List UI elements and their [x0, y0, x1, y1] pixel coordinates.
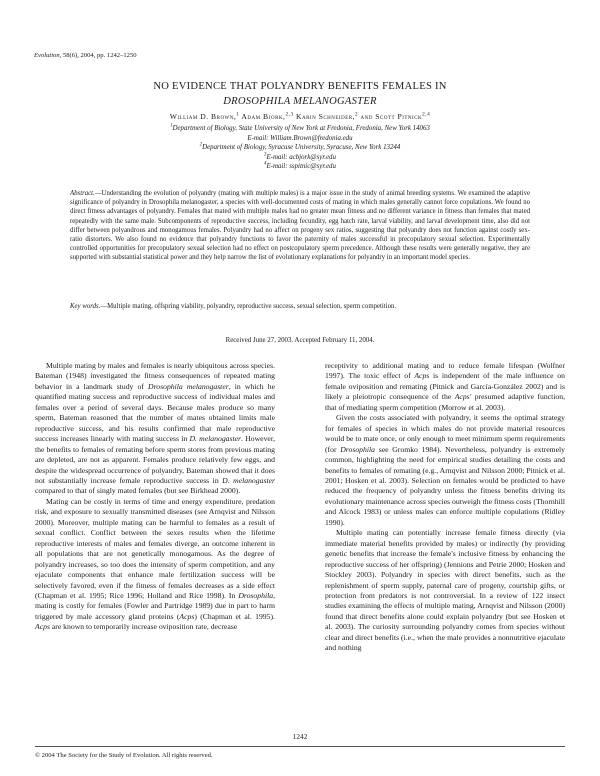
- journal-name: Evolution: [34, 52, 60, 59]
- author-1: William D. Brown,: [169, 112, 237, 121]
- paragraph: Multiple mating can potentially increase female fitness directly (via immediate material benefits provided by males) or indirectly (by providing genetic benefits that increase the female's inclusive fitness by enhancing the reproductive success of her offspring) (Jennions and Petrie 2000; Hosken and Stockley 2003). Polyandry in species with direct benefits, such as the replenishment of sperm supply, paternal care of progeny, courtship gifts, or protection from predators is not controversial. In a review of 122 insect studies examining the effects of multiple mating, Arnqvist and Nilsson (2000) found that direct benefits alone could explain polyandry (but see Hosken et al. 2003). The curiosity surrounding polyandry comes from species without clear and direct benefits (i.e., when the male provides a nonnutritive ejaculate and nothing: [325, 528, 565, 653]
- email-1: E-mail: William.Brown@fredonia.edu: [247, 134, 353, 142]
- article-title: [0, 79, 600, 109]
- email-3: $^3$E-mail: acbjork@syr.edu: [264, 152, 336, 161]
- paragraph: Mating can be costly in terms of time and energy expenditure, predation risk, and exposure to sexually transmitted diseases (see Arnqvist and Nilsson 2000). Moreover, multiple mating can be harmful to females as a result of sexual conflict. Conflict between the sexes results when the lifetime reproductive interests of males and females diverge, an outcome inherent in all populations that are not genetically monogamous. As the degree of polyandry increases, so too does the intensity of sperm competition, and any ejaculate components that enhance male fertilization success will be selectively favored, even if the fitness of females decreases as a side effect (Chapman et al. 1995; Rice 1996; Holland and Rice 1998). In Drosophila, mating is costly for females (Fowler and Partridge 1989) due in part to harm triggered by male accessory gland proteins (Acps) (Chapman et al. 1995). Acps are known to temporarily increase oviposition rate, decrease: [35, 496, 275, 632]
- page-number: 1242: [292, 732, 308, 741]
- title-line-2: DROSOPHILA MELANOGASTER: [223, 96, 377, 107]
- running-head: [34, 52, 137, 59]
- affiliation-1: $^1$Department of Biology, State University of New York at Fredonia, Fredonia, New York 14063: [170, 123, 430, 132]
- citation: , 58(6), 2004, pp. 1242–1250: [59, 52, 137, 59]
- keywords-text: —Multiple mating, offspring viability, polyandry, reproductive success, sexual selection, sperm competition.: [100, 303, 397, 310]
- received-dates: Received June 27, 2003. Accepted February 11, 2004.: [225, 337, 375, 344]
- author-3: Karin Schneider,: [293, 112, 355, 121]
- paragraph: Multiple mating by males and females is nearly ubiquitous across species. Bateman (1948) investigated the fitness consequences of repeated mating behavior in a landmark study of Drosophila melanogaster, in which he quantified mating success and reproductive success of individual males and females over a period of several days. Because males produce so many sperm, Bateman reasoned that the number of mates obtained limits male reproductive success, and his results confirmed that male reproductive success increases linearly with mating success in D. melanogaster. However, the benefits to females of remating before sperm stores from previous mating are depleted, are not as apparent. Females produce relatively few eggs, and despite the widespread occurrence of polyandry, Bateman showed that it does not substantially increase female reproductive success in D. melanogaster compared to that of singly mated females (but see Birkhead 2000).: [35, 361, 276, 496]
- author-4: Scott Pitnick: [375, 112, 423, 121]
- title-line-1: NO EVIDENCE THAT POLYANDRY BENEFITS FEMALES IN: [153, 81, 447, 92]
- paragraph: Given the costs associated with polyandry, it seems the optimal strategy for females of species in which males do not provide material resources would be to mate once, or only enough to meet minimum sperm requirements (for Drosophila see Gromko 1984). Nevertheless, polyandry is extremely common, highlighting the need for empirical studies detailing the costs and benefits to females of remating (e.g., Arnqvist and Nilsson 2000; Pitnick et al. 2001; Hosken et al. 2003). Selection on females would be predicted to have reduced the frequency of polyandry unless the fitness benefits driving its evolutionary maintenance across species outweigh the fitness costs (Thornhill and Alcock 1983) or unless males can enforce multiple copulations (Ridley 1990).: [325, 413, 565, 527]
- keywords: [70, 302, 530, 311]
- body-column-left: [35, 361, 275, 633]
- keywords-label: Key words.: [70, 303, 101, 310]
- footer-divider: [35, 746, 565, 747]
- email-4: $^4$E-mail: sspitnic@syr.edu: [264, 162, 336, 171]
- abstract: [70, 189, 530, 263]
- abstract-text: —Understanding the evolution of polyandry (mating with multiple males) is a major issue in the study of animal breeding systems. We examined the adaptive significance of polyandry in Drosophila melanogaster, a species with well-documented costs of mating in which males generally cannot force copulations. We found no direct fitness advantages of polyandry. Females that mated with multiple males had no greater mean fitness and no different variance in fitness than females that mated repeatedly with the same male. Subcomponents of reproductive success, including fecundity, egg hatch rate, larval viability, and larval development time, also did not differ between polyandrous and monogamous females. Polyandry had no affect on progeny sex ratios, suggesting that polyandry does not function against costly sex-ratio distorters. We also found no evidence that polyandry functions to favor the paternity of males successful in precopulatory sexual selection. Experimentally controlled opportunities for precopulatory sexual selection had no effect on postcopulatory sperm precedence. Although these results were generally negative, they are supported with substantial statistical power and they help narrow the list of evolutionary explanations for polyandry in an important model species.: [70, 190, 530, 262]
- author-2: Adam Bjork,: [239, 112, 286, 121]
- abstract-label: Abstract.: [70, 190, 95, 197]
- affiliation-2: $^2$Department of Biology, Syracuse University, Syracuse, New York 13244: [199, 142, 401, 152]
- copyright-notice: © 2004 The Society for the Study of Evolution. All rights reserved.: [35, 752, 213, 759]
- affiliations: [0, 124, 600, 172]
- paragraph: receptivity to additional mating and to reduce female lifespan (Wolfner 1997). The toxic effect of Acps is independent of the male influence on female oviposition and remating (Pitnick and García-González 2002) and is likely a pleiotropic consequence of the Acps' presumed adaptive function, that of mediating sperm competition (Morrow et al. 2003).: [325, 361, 565, 412]
- author-list: William D. Brown,$^1$ Adam Bjork,$^{2,3}$ Karin Schneider,$^2$ and Scott Pitnick$^{2,4}$: [169, 111, 431, 121]
- body-column-right: [325, 361, 565, 654]
